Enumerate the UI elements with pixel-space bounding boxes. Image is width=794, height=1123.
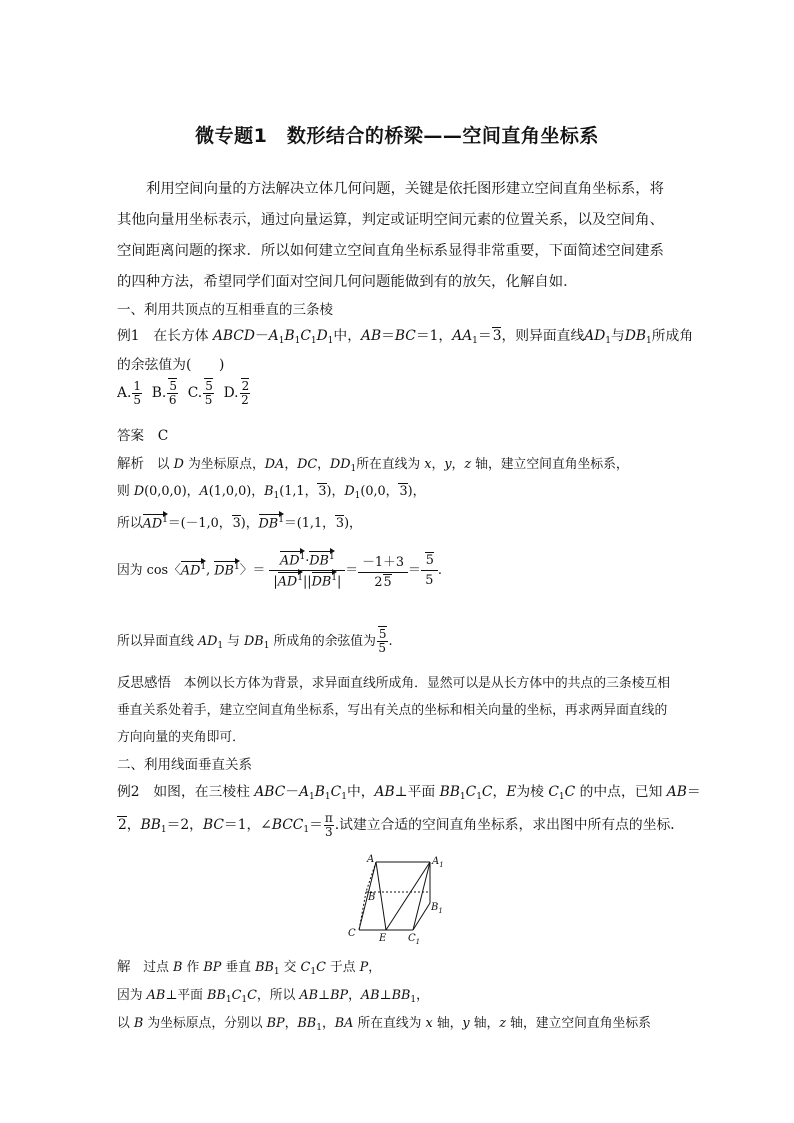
- analysis-line1: 解析 以 D 为坐标原点，DA，DC，$DD_1$所在直线为 x，y，z 轴，建立空间直角坐标系，: [117, 456, 629, 474]
- example2-stem-line2: 2，$BB_1=2$，BC＝1，$\angle BCC_1=$ $\frac{\pi}{3}$ .试建立合适的空间直角坐标系，求出图中所有点的坐标．: [118, 811, 685, 839]
- label-A: A: [367, 854, 375, 865]
- label-B: B: [368, 892, 376, 903]
- analysis-line3: 所以$AD^1=(-1,0$，3)，$DB^1=(1,1$，3)，: [117, 514, 362, 531]
- example1-answer: [117, 424, 168, 444]
- example1-stem-line2: 的余弦值为( ): [117, 357, 225, 373]
- reflection-paragraph: [117, 670, 679, 751]
- section-heading-1: 一、利用共顶点的互相垂直的三条棱: [117, 302, 333, 318]
- analysis-line2: 则 D(0,0,0)，A(1,0,0)，$B_1(1,1$，3)，$D_1(0,0$，3)，: [117, 484, 426, 501]
- example1-label: 例1: [117, 328, 140, 344]
- solution-label: 解: [117, 959, 131, 975]
- example1-options: [117, 380, 251, 407]
- reflection-label: 反思感悟: [117, 675, 171, 691]
- example1-stem-line1: 例1 在长方体 $ABCD-A_1B_1C_1D_1$中，AB＝BC＝1，$AA_1=3$，则异面直线$AD_1$与$DB_1$所成角: [117, 328, 694, 346]
- analysis-line4: 因为 cos〈$AD^1$, $DB^1$〉＝ $\frac{AD^1\cdot DB^1}{|AD^1||DB^1|}$ ＝ $\frac{-1+3}{25}$ ＝ $\frac{5}{5}$ .: [117, 551, 442, 590]
- section-heading-2: 二、利用线面垂直关系: [117, 757, 252, 773]
- intro-paragraph: 利用空间向量的方法解决立体几何问题，关键是依托图形建立空间直角坐标系，将其他向量用坐标表示，通过向量运算，判定或证明空间元素的位置关系，以及空间角、空间距离问题的探求．所以如何建立空间直角坐标系显得非常重要，下面简述空间建系的四种方法，希望同学们面对空间几何问题能做到有的放矢，化解自如．: [117, 181, 665, 290]
- label-C1: $C_1$: [408, 933, 421, 946]
- reflection-text: 本例以长方体为背景，求异面直线所成角．显然可以是从长方体中的共点的三条棱互相垂直关系处着手，建立空间直角坐标系，写出有关点的坐标和相关向量的坐标，再求两异面直线的方向向量的夹角即可．: [117, 676, 671, 745]
- label-B1: $B_1$: [431, 902, 443, 915]
- analysis-line5: 所以异面直线 $AD_1$ 与 $DB_1$ 所成角的余弦值为 $\frac{5}{5}$ .: [117, 627, 393, 655]
- answer-label: 答案: [117, 428, 144, 444]
- example2-label: 例2: [117, 784, 140, 800]
- label-C: C: [348, 928, 356, 939]
- prism-figure: [340, 848, 460, 948]
- option-a: A. $\frac{1}{5}$: [117, 379, 141, 407]
- answer-value: C: [157, 428, 169, 444]
- example2-stem-line1: 例2 如图，在三棱柱 $ABC-A_1B_1C_1$中，AB⊥平面 $BB_1C_1C$，E为棱 $C_1C$ 的中点，已知 AB＝: [117, 784, 701, 802]
- option-c: C. $\frac{5}{5}$: [187, 379, 213, 407]
- option-b: B. $\frac{5}{6}$: [151, 379, 177, 407]
- label-E: E: [379, 933, 387, 944]
- solution-line3: 以 B 为坐标原点，分别以 BP，$BB_1$，BA 所在直线为 x 轴，y 轴，z 轴，建立空间直角坐标系: [117, 1016, 651, 1033]
- label-A1: $A_1$: [432, 856, 444, 869]
- page-title: 微专题1 数形结合的桥梁——空间直角坐标系: [195, 125, 599, 147]
- option-d: D. $\frac{2}{2}$: [223, 379, 250, 407]
- solution-line2: 因为 AB⊥平面 $BB_1C_1C$，所以 AB⊥BP，$AB\perp BB_1$，: [117, 988, 429, 1005]
- analysis-label: 解析: [117, 456, 144, 472]
- solution-line1: 解 过点 B 作 BP 垂直 $BB_1$ 交 $C_1C$ 于点 P，: [117, 959, 382, 977]
